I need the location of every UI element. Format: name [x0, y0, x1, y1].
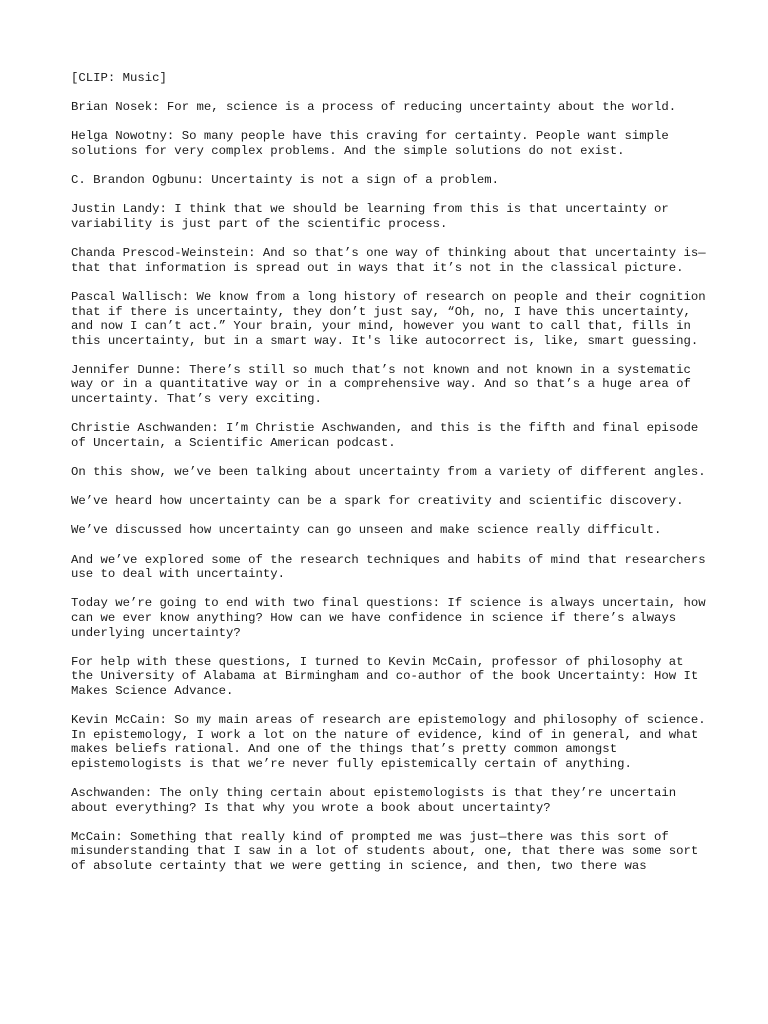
transcript-paragraph: On this show, we’ve been talking about uncertainty from a variety of different angles.	[71, 465, 706, 480]
transcript-paragraph: Helga Nowotny: So many people have this craving for certainty. People want simple solutions for very complex problems. And the simple solutions do not exist.	[71, 129, 669, 158]
transcript-paragraph: C. Brandon Ogbunu: Uncertainty is not a sign of a problem.	[71, 173, 500, 188]
transcript-paragraph: Today we’re going to end with two final questions: If science is always uncertain, how can we ever know anything? How can we have confidence in science if there’s always underlying uncertainty?	[71, 596, 706, 640]
transcript-paragraph: [CLIP: Music]	[71, 71, 167, 85]
transcript-paragraph: Kevin McCain: So my main areas of research are epistemology and philosophy of science. In epistemology, I work a lot on the nature of evidence, kind of in general, and what makes beliefs rational. And one of the things that’s pretty common amongst epistemologists is that we’re never fully epistemically certain of anything.	[71, 713, 706, 771]
transcript-paragraph: Aschwanden: The only thing certain about epistemologists is that they’re uncertain about everything? Is that why you wrote a book about uncertainty?	[71, 786, 677, 815]
transcript-paragraph: Brian Nosek: For me, science is a process of reducing uncertainty about the world.	[71, 100, 677, 115]
transcript-paragraph: We’ve heard how uncertainty can be a spark for creativity and scientific discovery.	[71, 494, 684, 509]
transcript-paragraph: We’ve discussed how uncertainty can go unseen and make science really difficult.	[71, 523, 662, 538]
transcript-paragraph: And we’ve explored some of the research techniques and habits of mind that researchers use to deal with uncertainty.	[71, 552, 706, 582]
transcript-paragraph: Pascal Wallisch: We know from a long history of research on people and their cognition that if there is uncertainty, they don’t just say, “Oh, no, I have this uncertainty, and now I can’t act.” Your brain, your mind, however you want to call that, fills in this uncertainty, but in a smart way. It's like autocorrect is, like, smart guessing.	[71, 289, 706, 348]
transcript-page	[71, 71, 711, 888]
transcript-paragraph: Jennifer Dunne: There’s still so much that’s not known and not known in a systematic way or in a quantitative way or in a comprehensive way. And so that’s a huge area of uncertainty. That’s very exciting.	[71, 362, 691, 407]
transcript-paragraph: Justin Landy: I think that we should be learning from this is that uncertainty or variability is just part of the scientific process.	[71, 202, 669, 231]
transcript-paragraph: McCain: Something that really kind of prompted me was just—there was this sort of misunderstanding that I saw in a lot of students about, one, that there was some sort of absolute certainty that we were getting in science, and then, two there was	[71, 829, 699, 874]
transcript-paragraph: Christie Aschwanden: I’m Christie Aschwanden, and this is the fifth and final episode of Uncertain, a Scientific American podcast.	[71, 421, 699, 450]
transcript-paragraph: Chanda Prescod-Weinstein: And so that’s one way of thinking about that uncertainty is—that that information is spread out in ways that it’s not in the classical picture.	[71, 246, 706, 275]
transcript-paragraph: For help with these questions, I turned to Kevin McCain, professor of philosophy at the University of Alabama at Birmingham and co-author of the book Uncertainty: How It Makes Science Advance.	[71, 654, 699, 698]
